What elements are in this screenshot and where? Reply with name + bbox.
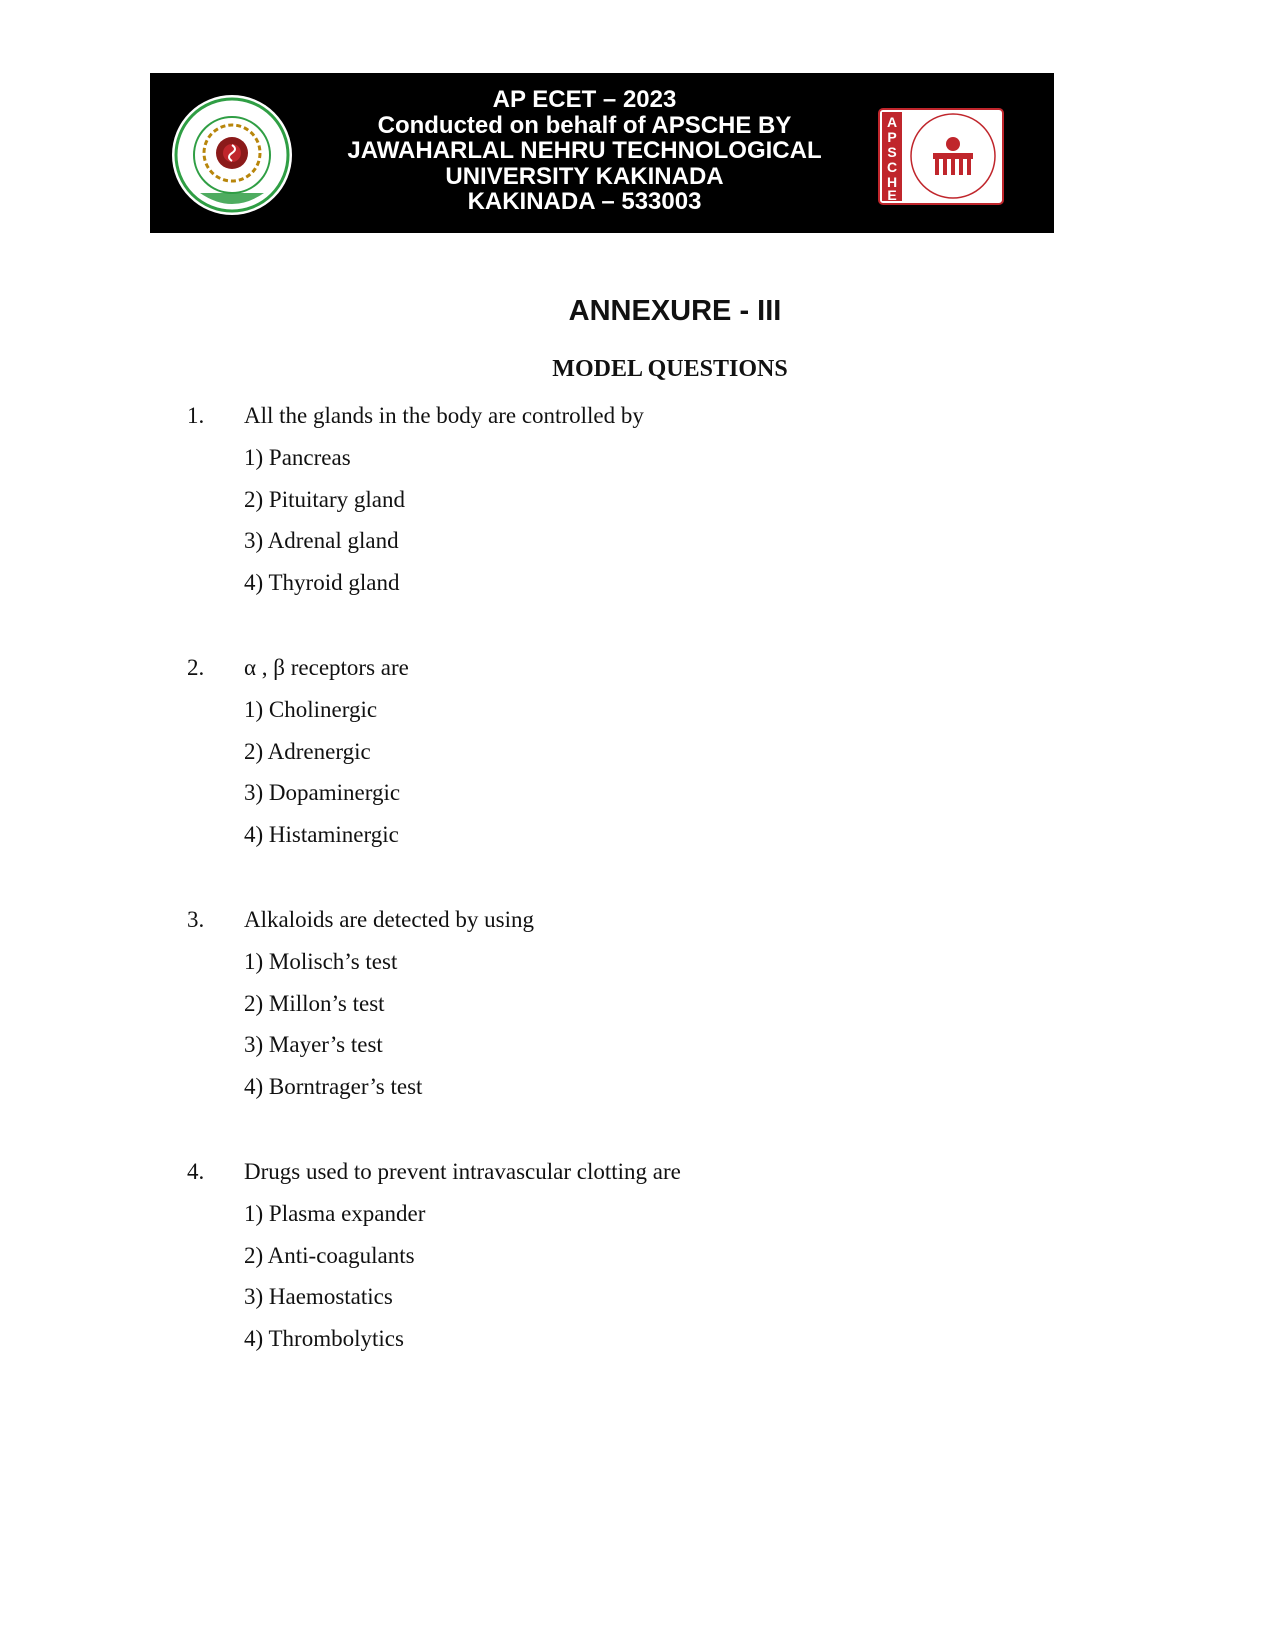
- option: 3) Adrenal gland: [244, 528, 399, 553]
- question-text: Alkaloids are detected by using: [244, 907, 534, 932]
- option: 1) Cholinergic: [244, 697, 378, 722]
- option: 4) Thrombolytics: [244, 1326, 404, 1351]
- banner-line: Conducted on behalf of APSCHE BY: [377, 111, 792, 139]
- option: 3) Mayer’s test: [244, 1032, 383, 1057]
- svg-text:P: P: [887, 129, 897, 145]
- svg-text:E: E: [887, 187, 897, 203]
- question-text: Drugs used to prevent intravascular clotting are: [244, 1159, 681, 1184]
- banner-line: JAWAHARLAL NEHRU TECHNOLOGICAL: [347, 137, 822, 164]
- option: 1) Molisch’s test: [244, 949, 398, 974]
- option: 2) Anti-coagulants: [244, 1243, 415, 1268]
- banner-title: [295, 87, 874, 215]
- option: 3) Haemostatics: [244, 1284, 393, 1309]
- option: 1) Pancreas: [244, 445, 351, 470]
- question-number: 1.: [187, 403, 205, 428]
- option: 4) Thyroid gland: [244, 570, 400, 595]
- annexure-title: ANNEXURE - III: [568, 295, 782, 327]
- svg-text:S: S: [887, 144, 897, 160]
- option: 2) Adrenergic: [244, 739, 371, 764]
- question-text: α , β receptors are: [244, 655, 409, 680]
- header-banner: [150, 73, 1054, 233]
- option: 4) Borntrager’s test: [244, 1074, 423, 1099]
- banner-line: UNIVERSITY KAKINADA: [445, 162, 724, 190]
- option: 4) Histaminergic: [244, 822, 399, 847]
- option: 2) Millon’s test: [244, 991, 385, 1016]
- question-text: All the glands in the body are controlled by: [244, 403, 644, 428]
- option: 1) Plasma expander: [244, 1201, 426, 1226]
- question-number: 4.: [187, 1159, 205, 1184]
- option: 3) Dopaminergic: [244, 780, 401, 805]
- banner-line: AP ECET – 2023: [492, 86, 677, 113]
- option: 2) Pituitary gland: [244, 487, 405, 512]
- question-number: 2.: [187, 655, 205, 680]
- svg-text:H: H: [886, 174, 898, 190]
- jntu-kakinada-seal-icon: [170, 93, 294, 217]
- question-number: 3.: [187, 907, 205, 932]
- section-title: MODEL QUESTIONS: [552, 356, 788, 382]
- svg-text:C: C: [886, 159, 898, 175]
- banner-line: KAKINADA – 533003: [467, 188, 702, 215]
- apsche-logo-icon: [878, 108, 1004, 205]
- svg-text:A: A: [886, 114, 898, 130]
